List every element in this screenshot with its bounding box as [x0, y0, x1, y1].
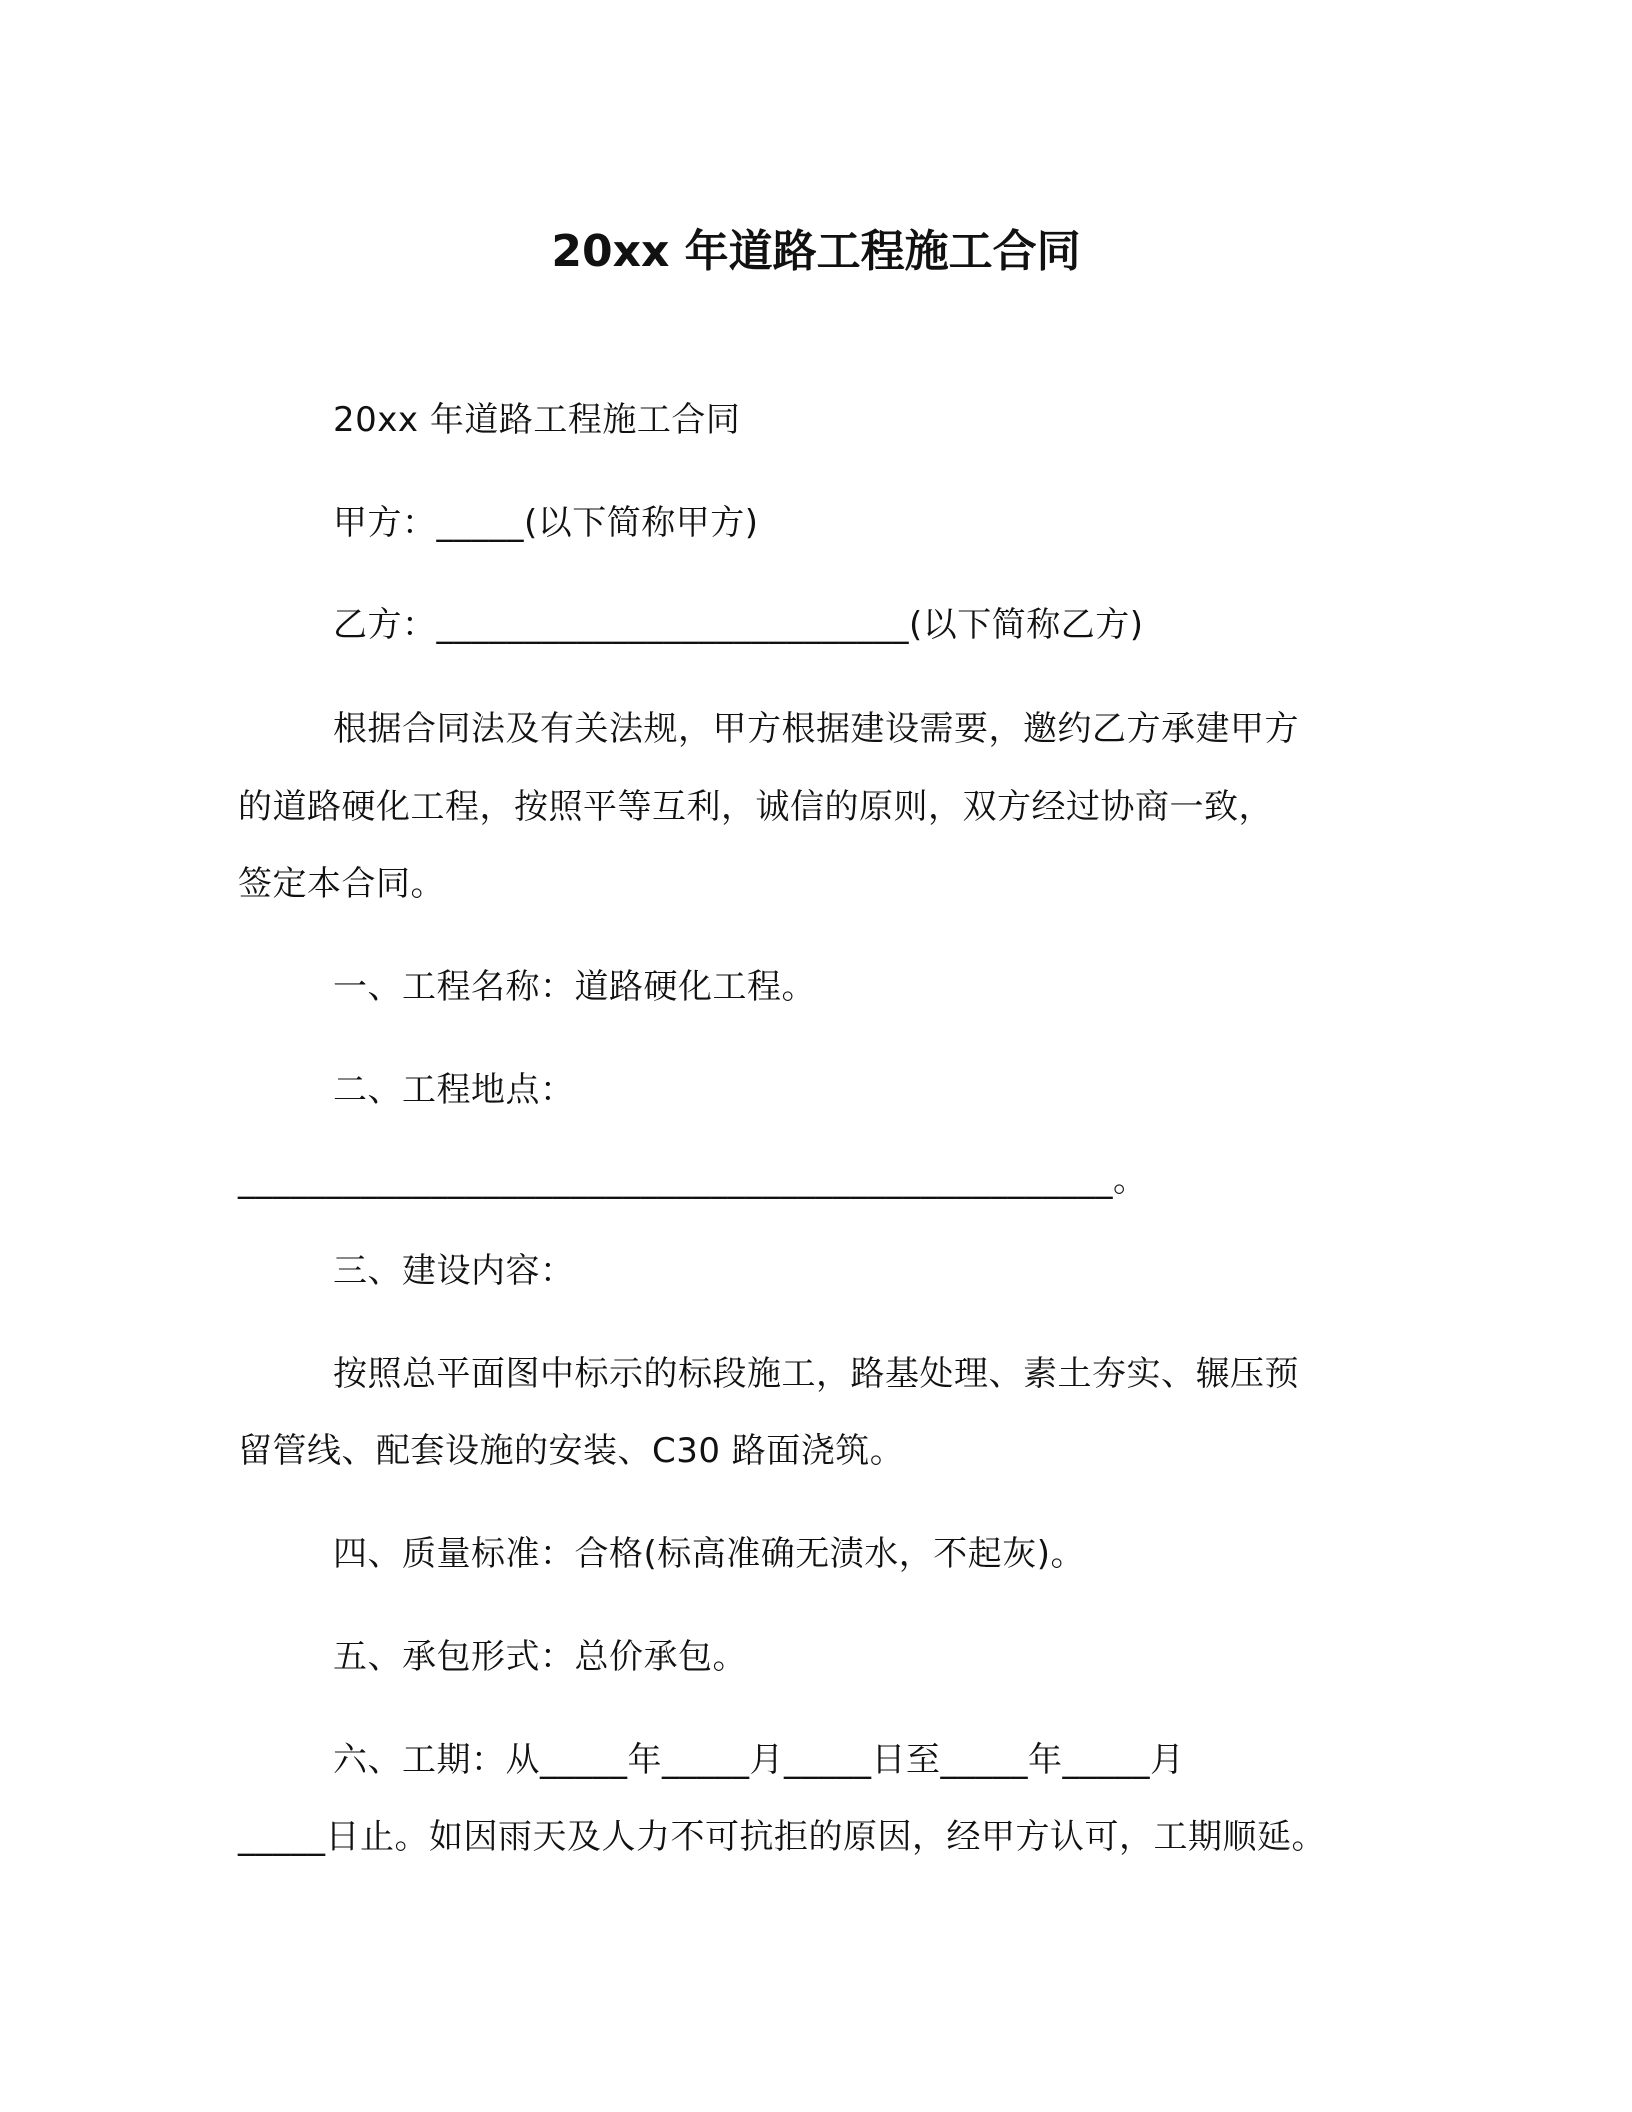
section-1-project-name: 一、工程名称：道路硬化工程。: [333, 967, 816, 1007]
contract-heading: 20xx 年道路工程施工合同: [333, 400, 741, 440]
section-6-schedule-line-2: _____日止。如因雨天及人力不可抗拒的原因，经甲方认可，工期顺延。: [238, 1817, 1326, 1857]
section-2-project-location: 二、工程地点：: [333, 1070, 575, 1110]
party-a-line: 甲方：_____(以下简称甲方): [333, 503, 759, 543]
party-b-line: 乙方：___________________________(以下简称乙方): [333, 605, 1144, 645]
construction-content-line-1: 按照总平面图中标示的标段施工，路基处理、素土夯实、辗压预: [333, 1354, 1299, 1394]
document-title: 20xx 年道路工程施工合同: [551, 226, 1081, 277]
preamble-line-3: 签定本合同。: [238, 864, 445, 904]
section-3-construction-content: 三、建设内容：: [333, 1251, 575, 1291]
preamble-line-2: 的道路硬化工程，按照平等互利，诚信的原则，双方经过协商一致，: [238, 787, 1273, 827]
preamble-line-1: 根据合同法及有关法规，甲方根据建设需要，邀约乙方承建甲方: [333, 709, 1299, 749]
construction-content-line-2: 留管线、配套设施的安装、C30 路面浇筑。: [238, 1431, 905, 1471]
section-5-contract-form: 五、承包形式：总价承包。: [333, 1637, 747, 1677]
project-location-blank: __________________________________________________。: [238, 1160, 1148, 1200]
section-4-quality-standard: 四、质量标准：合格(标高准确无渍水，不起灰)。: [333, 1534, 1086, 1574]
section-6-schedule-line-1: 六、工期：从_____年_____月_____日至_____年_____月: [333, 1740, 1185, 1780]
